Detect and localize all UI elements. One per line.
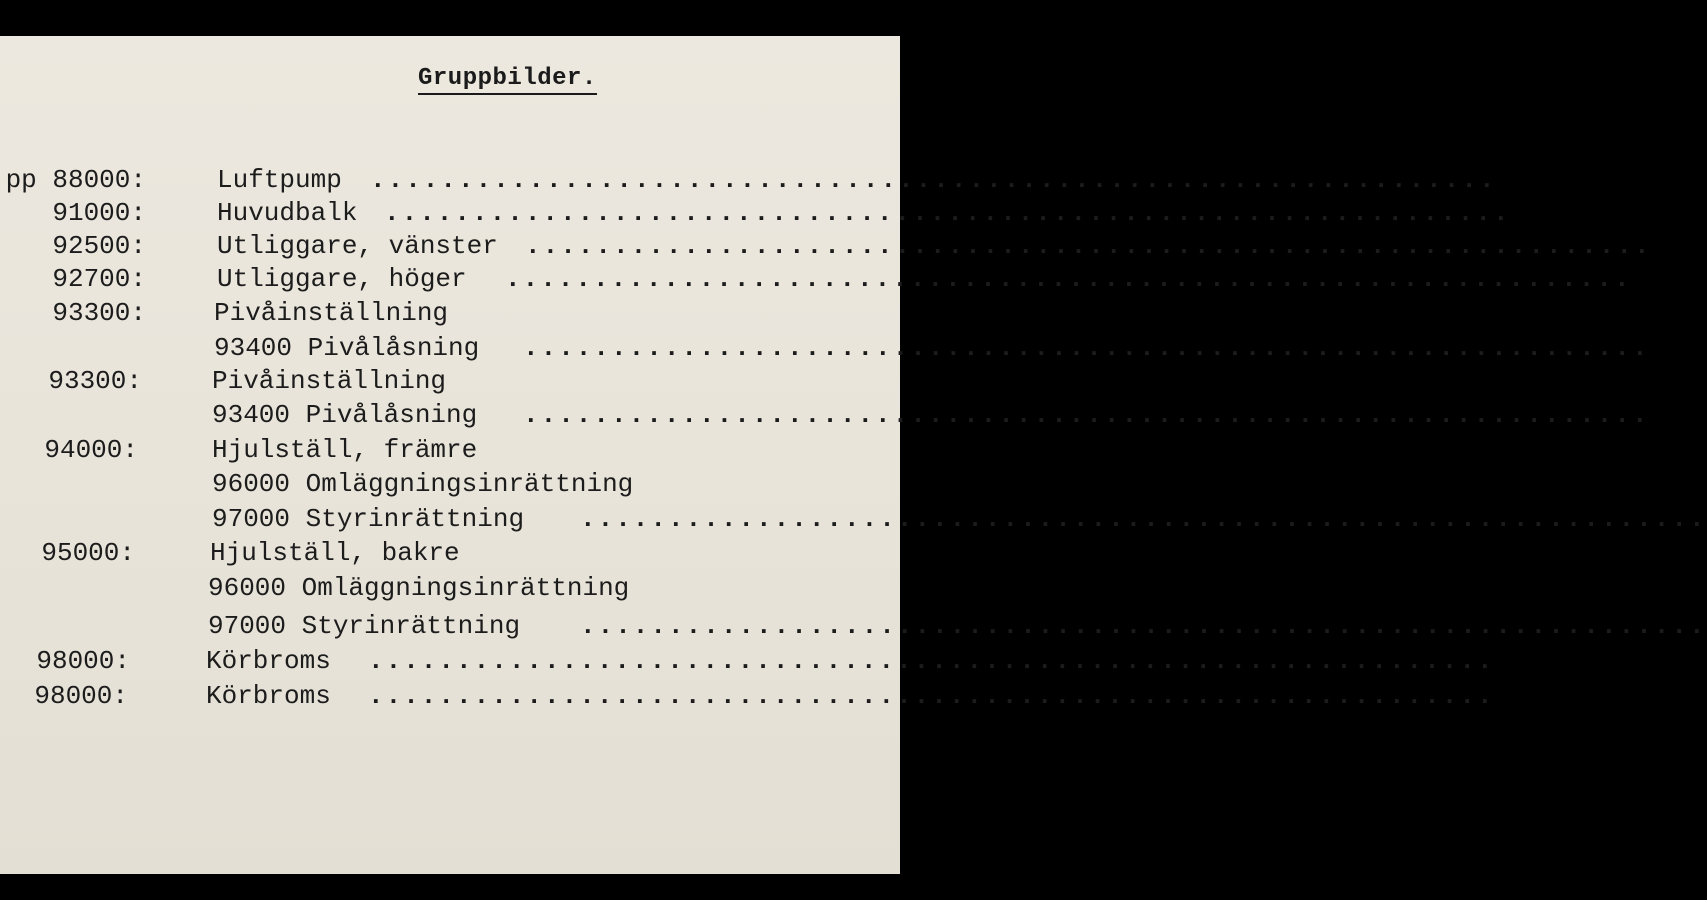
group-code: 92700: [52, 264, 146, 294]
list-item [0, 262, 1632, 296]
document-page [0, 36, 1707, 874]
list-item [0, 433, 900, 467]
group-description: Huvudbalk [217, 198, 358, 228]
list-item [0, 644, 1495, 678]
group-code: 94000: [44, 435, 138, 465]
dot-leader: ................................................................ [368, 646, 1495, 676]
list-item [0, 398, 1650, 432]
group-description: 97000 Styrinrättning [208, 611, 521, 641]
dot-leader: ................................................................ [525, 231, 1652, 261]
dot-leader: ................................................................ [368, 681, 1495, 711]
group-description: Luftpump [217, 165, 342, 195]
list-item [0, 536, 900, 570]
dot-leader: ................................................................ [384, 198, 1511, 228]
group-description: Hjulställ, främre [212, 435, 478, 465]
group-description: Utliggare, höger [217, 264, 467, 294]
dot-leader: ................................................................ [523, 333, 1650, 363]
list-item [0, 609, 1707, 643]
dot-leader: ................................................................ [580, 611, 1707, 641]
list-item [0, 364, 900, 398]
group-code: pp 88000: [5, 165, 146, 195]
group-description: Pivåinställning [214, 298, 449, 328]
group-description: Pivåinställning [212, 366, 447, 396]
dot-leader: ................................................................ [580, 504, 1707, 534]
group-code: 91000: [52, 198, 146, 228]
list-item [0, 331, 1650, 365]
list-item [0, 467, 900, 501]
list-item [0, 196, 1511, 230]
group-code: 98000: [34, 681, 128, 711]
list-item [0, 229, 1652, 263]
group-description: 97000 Styrinrättning [212, 504, 525, 534]
group-description: 93400 Pivålåsning [214, 333, 480, 363]
group-code: 93300: [48, 366, 142, 396]
list-item [0, 163, 1497, 197]
list-item [0, 502, 1707, 536]
dot-leader: ................................................................ [370, 165, 1497, 195]
group-description: 96000 Omläggningsinrättning [212, 469, 634, 499]
group-code: 95000: [41, 538, 135, 568]
dot-leader: ................................................................ [523, 400, 1650, 430]
group-code: 92500: [52, 231, 146, 261]
dot-leader: ................................................................ [505, 264, 1632, 294]
group-code: 93300: [52, 298, 146, 328]
list-item [0, 679, 1495, 713]
group-description: Utliggare, vänster [217, 231, 498, 261]
group-code: 98000: [36, 646, 130, 676]
group-description: Körbroms [206, 646, 331, 676]
group-description: Hjulställ, bakre [210, 538, 460, 568]
list-item [0, 571, 900, 605]
list-item [0, 296, 900, 330]
page-title: Gruppbilder. [418, 66, 597, 95]
group-description: 93400 Pivålåsning [212, 400, 478, 430]
group-description: Körbroms [206, 681, 331, 711]
group-description: 96000 Omläggningsinrättning [208, 573, 630, 603]
